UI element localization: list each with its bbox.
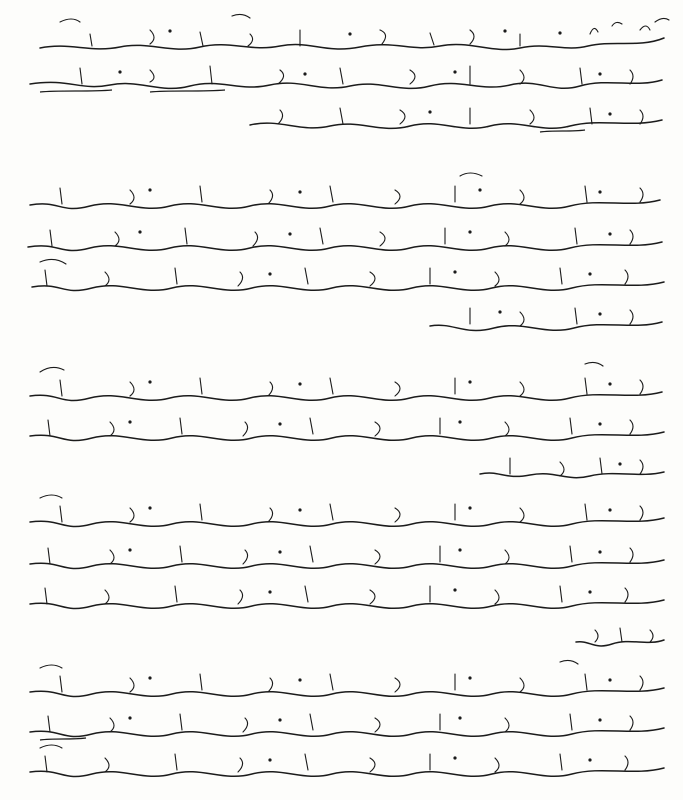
paragraph-2-line-3 xyxy=(32,259,664,290)
paragraph-1-line-3 xyxy=(250,108,662,132)
paragraph-4-line-1 xyxy=(30,495,664,527)
paragraph-2-line-1 xyxy=(30,173,660,209)
paragraph-1-line-2 xyxy=(30,66,662,92)
paragraph-4-line-4 xyxy=(576,628,664,646)
paragraph-1 xyxy=(30,14,669,132)
paragraph-5 xyxy=(30,660,664,776)
paragraph-2 xyxy=(28,173,664,331)
paragraph-3 xyxy=(30,362,664,477)
paragraph-1-line-1 xyxy=(40,14,669,49)
paragraph-3-line-1 xyxy=(30,362,662,400)
paragraph-5-line-2 xyxy=(30,714,664,740)
paragraph-4 xyxy=(30,495,664,646)
paragraph-4-line-3 xyxy=(30,586,664,609)
paragraph-3-line-3 xyxy=(480,458,664,478)
paragraph-2-line-4 xyxy=(430,308,662,331)
paragraph-5-line-1 xyxy=(30,660,664,696)
paragraph-4-line-2 xyxy=(30,546,664,569)
paragraph-3-line-2 xyxy=(30,418,664,441)
paragraph-2-line-2 xyxy=(28,228,662,251)
paragraph-5-line-3 xyxy=(30,745,664,777)
